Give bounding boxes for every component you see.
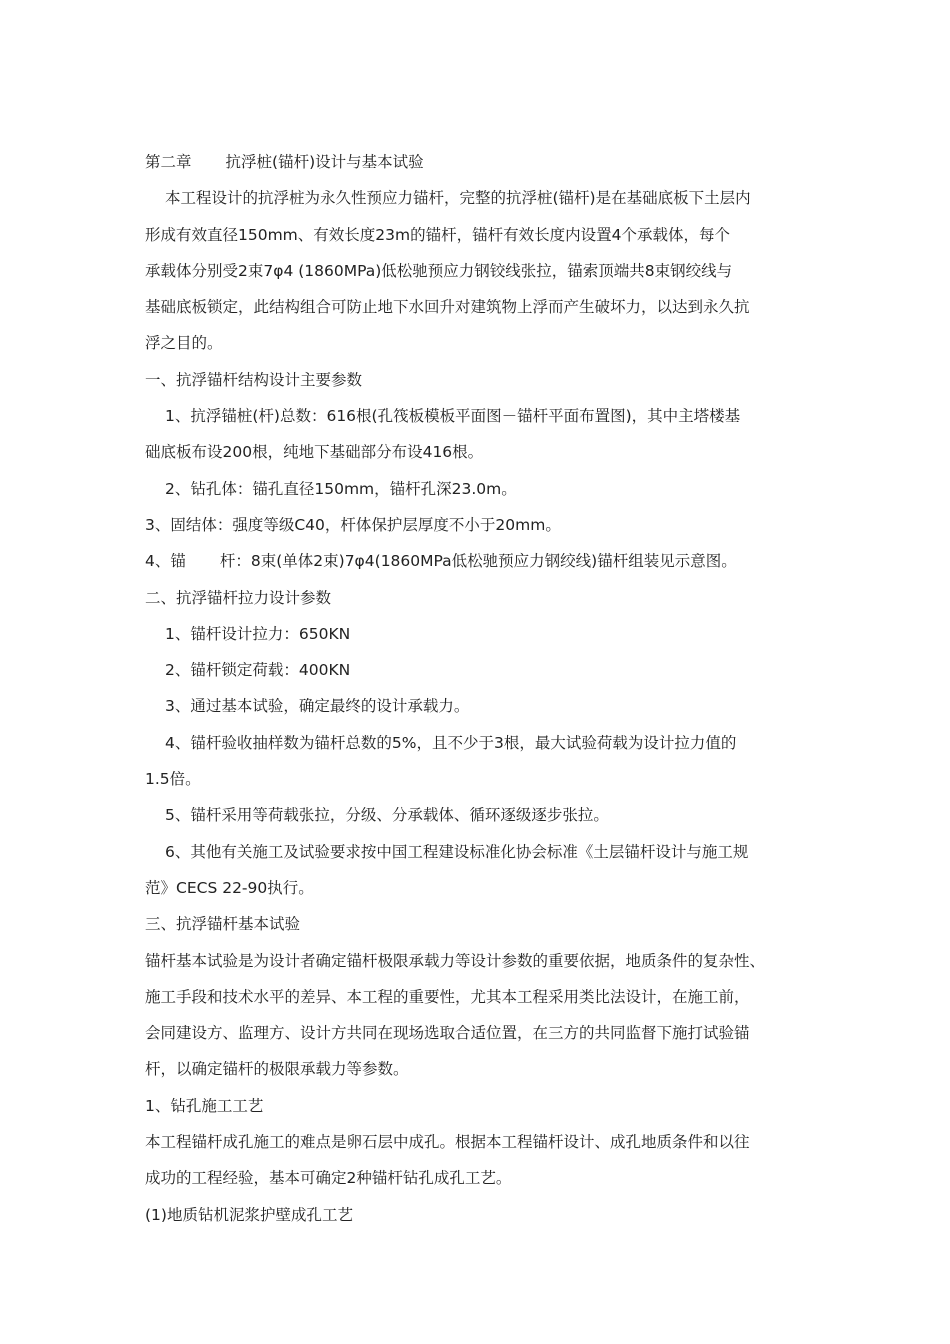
section3-sub1-item1: (1)地质钻机泥浆护壁成孔工艺 <box>145 1205 353 1224</box>
section2-item4-line-1: 4、锚杆验收抽样数为锚杆总数的5%，且不少于3根，最大试验荷载为设计拉力值的 <box>165 733 737 752</box>
section3-heading: 三、抗浮锚杆基本试验 <box>145 915 301 934</box>
section2-item1: 1、锚杆设计拉力：650KN <box>165 624 351 643</box>
chapter-number: 第二章 <box>145 153 192 171</box>
section1-item4 <box>145 543 817 579</box>
section3-para-line-1: 锚杆基本试验是为设计者确定锚杆极限承载力等设计参数的重要依据，地质条件的复杂性、 <box>145 951 766 970</box>
section3-sub1-heading: 1、钻孔施工工艺 <box>145 1096 264 1115</box>
document-body <box>145 144 817 1233</box>
chapter-title: 抗浮桩(锚杆)设计与基本试验 <box>225 153 424 171</box>
section1-item3: 3、固结体：强度等级C40，杆体保护层厚度不小于20mm。 <box>145 515 561 534</box>
section2-item3: 3、通过基本试验，确定最终的设计承载力。 <box>165 697 470 716</box>
intro-line-2: 形成有效直径150mm、有效长度23m的锚杆，锚杆有效长度内设置4个承载体，每个 <box>145 225 730 244</box>
section1-item4-label: 4、锚 <box>145 552 186 571</box>
intro-line-1: 本工程设计的抗浮桩为永久性预应力锚杆，完整的抗浮桩(锚杆)是在基础底板下土层内 <box>165 189 751 208</box>
section2-item6-line-1: 6、其他有关施工及试验要求按中国工程建设标准化协会标准《土层锚杆设计与施工规 <box>165 842 749 861</box>
section3-para-line-2: 施工手段和技术水平的差异、本工程的重要性，尤其本工程采用类比法设计，在施工前， <box>145 987 750 1006</box>
section2-item6-line-2: 范》CECS 22-90执行。 <box>145 878 314 897</box>
section1-item4-text: 杆：8束(单体2束)7φ4(1860MPa低松驰预应力钢绞线)锚杆组装见示意图。 <box>219 552 737 571</box>
section3-sub1-para-line-1: 本工程锚杆成孔施工的难点是卵石层中成孔。根据本工程锚杆设计、成孔地质条件和以往 <box>145 1133 750 1152</box>
intro-line-3: 承载体分别受2束7φ4 (1860MPa)低松驰预应力钢铰线张拉，锚索顶端共8束钢绞线与 <box>145 261 733 280</box>
section2-heading: 二、抗浮锚杆拉力设计参数 <box>145 588 332 607</box>
section1-item1-line-2: 础底板布设200根，纯地下基础部分布设416根。 <box>145 443 484 462</box>
section1-item2: 2、钻孔体：锚孔直径150mm，锚杆孔深23.0m。 <box>165 479 517 498</box>
section2-item2: 2、锚杆锁定荷载：400KN <box>165 661 351 680</box>
section3-sub1-para-line-2: 成功的工程经验，基本可确定2种锚杆钻孔成孔工艺。 <box>145 1169 512 1188</box>
intro-line-5: 浮之目的。 <box>145 334 223 353</box>
section3-para-line-4: 杆，以确定锚杆的极限承载力等参数。 <box>145 1060 409 1079</box>
section3-para-line-3: 会同建设方、监理方、设计方共同在现场选取合适位置，在三方的共同监督下施打试验锚 <box>145 1024 750 1043</box>
section1-item1-line-1: 1、抗浮锚桩(杆)总数：616根(孔筏板模板平面图－锚杆平面布置图)，其中主塔楼基 <box>165 407 741 426</box>
chapter-heading <box>145 144 817 180</box>
section1-heading: 一、抗浮锚杆结构设计主要参数 <box>145 370 363 389</box>
section2-item5: 5、锚杆采用等荷载张拉，分级、分承载体、循环逐级逐步张拉。 <box>165 806 609 825</box>
section2-item4-line-2: 1.5倍。 <box>145 770 201 789</box>
intro-line-4: 基础底板锁定，此结构组合可防止地下水回升对建筑物上浮而产生破坏力，以达到永久抗 <box>145 298 750 317</box>
